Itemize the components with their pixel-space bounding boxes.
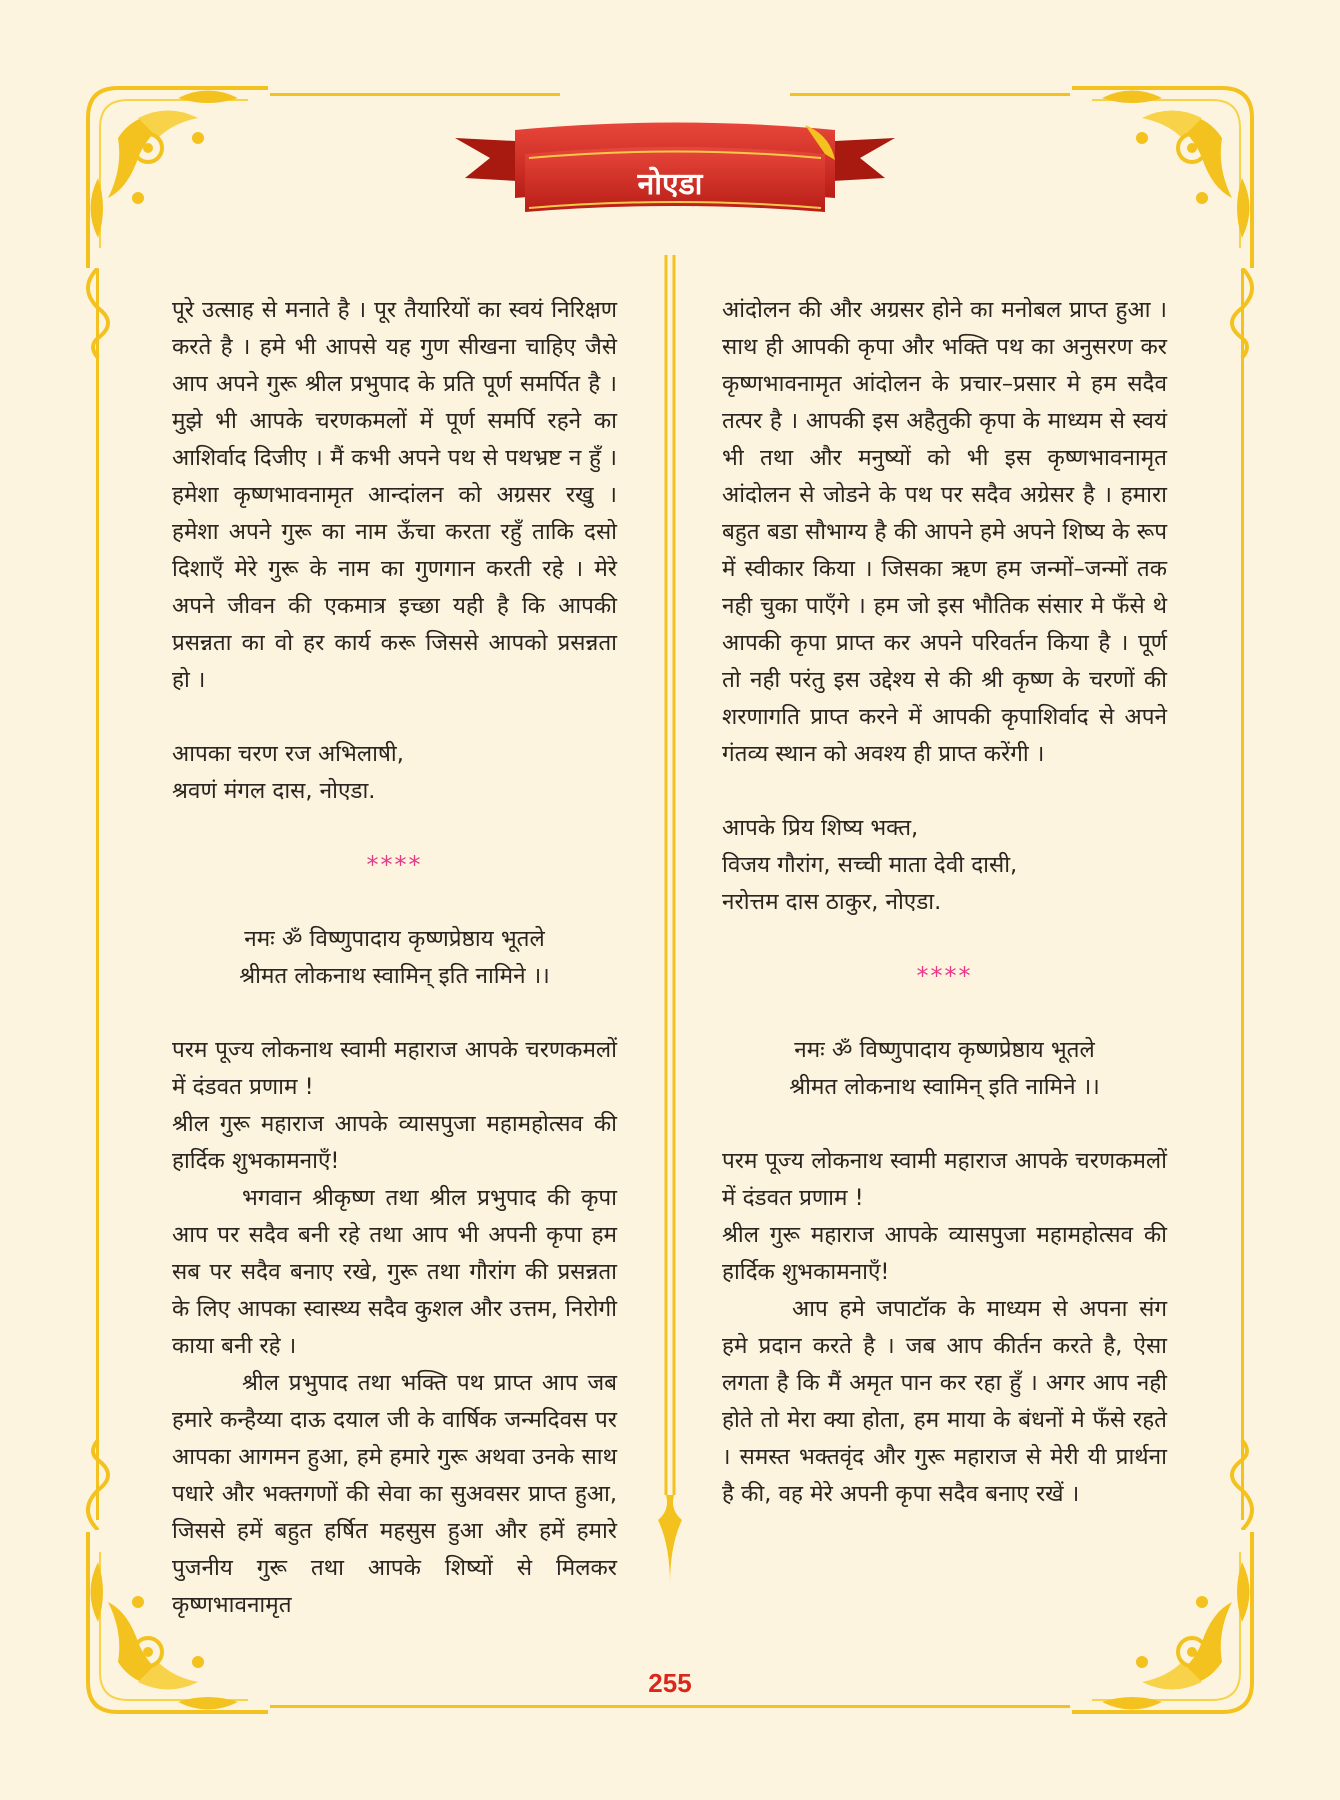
signature-line: विजय गौरांग, सच्ची माता देवी दासी, <box>722 852 1018 878</box>
mantra-line: नमः ॐ विष्णुपादाय कृष्णप्रेष्ठाय भूतले <box>794 1037 1095 1063</box>
page-number: 255 <box>648 1668 692 1698</box>
corner-ornament-icon <box>1062 1522 1262 1722</box>
corner-ornament-icon <box>78 78 278 278</box>
column-divider <box>656 255 684 1585</box>
paragraph: श्रील गुरू महाराज आपके व्यासपुजा महामहोत्सव की हार्दिक शुभकामनाएँ! <box>722 1222 1167 1285</box>
paragraph: पूरे उत्साह से मनाते है । पूर तैयारियों का स्वयं निरिक्षण करते है । हमे भी आपसे यह गुण सीखना चाहिए जैसे आप अपने गुरू श्रील प्रभुपाद के प्रति पूर्ण समर्पित है । मुझे भी आपके चरणकमलों में पूर्ण समर्पि रहने का आशिर्वाद दिजीए । मैं कभी अपने पथ से पथभ्रष्ट न हुँ । हमेशा कृष्णभावनामृत आन्दांलन को अग्रसर रखु । हमेशा अपने गुरू का नाम ऊँचा करता रहुँ ताकि दसो दिशाएँ मेरे गुरू के नाम का गुणगान करती रहे । मेरे अपने जीवन की एकमात्र इच्छा यही है कि आपकी प्रसन्नता का वो हर कार्य करू जिससे आपको प्रसन्नता हो । <box>172 297 617 693</box>
page-title: नोएडा <box>637 167 703 202</box>
signature-line: श्रवणं मंगल दास, नोएडा. <box>172 778 376 804</box>
corner-ornament-icon <box>1062 78 1262 278</box>
paragraph: श्रील गुरू महाराज आपके व्यासपुजा महामहोत्सव की हार्दिक शुभकामनाएँ! <box>172 1111 617 1174</box>
frame-line-left <box>96 270 99 1520</box>
frame-line-top-right <box>790 93 1070 96</box>
paragraph: परम पूज्य लोकनाथ स्वामी महाराज आपके चरणकमलों में दंडवत प्रणाम ! <box>172 1037 617 1100</box>
paragraph: आप हमे जपाटॉक के माध्यम से अपना संग हमे प्रदान करते है । जब आप कीर्तन करते है, ऐसा लगता है कि मैं अमृत पान कर रहा हुँ । अगर आप नही होते तो मेरा क्या होता, हम माया के बंधनों मे फँसे रहते । समस्त भक्तवृंद और गुरू महाराज से मेरी यी प्रार्थना है की, वह मेरे अपनी कृपा सदैव बनाए रखें । <box>722 1296 1167 1507</box>
frame-line-right <box>1241 270 1244 1520</box>
mantra-line: श्रीमत लोकनाथ स्वामिन् इति नामिने ।। <box>239 963 550 989</box>
paragraph: परम पूज्य लोकनाथ स्वामी महाराज आपके चरणकमलों में दंडवत प्रणाम ! <box>722 1148 1167 1211</box>
side-curl-icon <box>1222 1440 1262 1530</box>
side-curl-icon <box>1222 268 1262 358</box>
signature-line: नरोत्तम दास ठाकुर, नोएडा. <box>722 889 942 915</box>
mantra-line: नमः ॐ विष्णुपादाय कृष्णप्रेष्ठाय भूतले <box>244 926 545 952</box>
paragraph: आंदोलन की और अग्रसर होने का मनोबल प्राप्त हुआ । साथ ही आपकी कृपा और भक्ति पथ का अनुसरण कर कृष्णभावनामृत आंदोलन के प्रचार–प्रसार मे हम सदैव तत्पर है । आपकी इस अहैतुकी कृपा के माध्यम से स्वयं भी तथा और मनुष्यों को भी इस कृष्णभावनामृत आंदोलन से जोडने के पथ पर सदैव अग्रेसर है । हमारा बहुत बडा सौभाग्य है की आपने हमे अपने शिष्य के रूप में स्वीकार किया । जिसका ऋण हम जन्मों–जन्मों तक नही चुका पाएँगे । हम जो इस भौतिक संसार मे फँसे थे आपकी कृपा प्राप्त कर अपने परिवर्तन किया है । पूर्ण तो नही परंतु इस उद्देश्य से की श्री कृष्ण के चरणों की शरणागति प्राप्त करने में आपकी कृपाशिर्वाद से अपने गंतव्य स्थान को अवश्य ही प्राप्त करेंगी । <box>722 297 1167 767</box>
left-column <box>172 292 617 1624</box>
signature-line: आपका चरण रज अभिलाषी, <box>172 741 404 767</box>
frame-line-bottom <box>270 1705 1070 1708</box>
section-separator: **** <box>916 962 973 990</box>
signature-line: आपके प्रिय शिष्य भक्त, <box>722 815 919 841</box>
frame-line-top-left <box>270 93 560 96</box>
paragraph: भगवान श्रीकृष्ण तथा श्रील प्रभुपाद की कृपा आप पर सदैव बनी रहे तथा आप भी अपनी कृपा हम सब पर सदैव बनाए रखे, गुरू तथा गौरांग की प्रसन्नता के लिए आपका स्वास्थ्य सदैव कुशल और उत्तम, निरोगी काया बनी रहे । <box>172 1185 617 1359</box>
paragraph: श्रील प्रभुपाद तथा भक्ति पथ प्राप्त आप जब हमारे कन्हैय्या दाऊ दयाल जी के वार्षिक जन्मदिवस पर आपका आगमन हुआ, हमे हमारे गुरू अथवा उनके साथ पधारे और भक्तगणों की सेवा का सुअवसर प्राप्त हुआ, जिससे हमें बहुत हर्षित महसुस हुआ और हमें हमारे पुजनीय गुरू तथा आपके शिष्यों से मिलकर कृष्णभावनामृत <box>172 1370 617 1618</box>
right-column <box>722 292 1167 1513</box>
side-curl-icon <box>78 1440 118 1530</box>
section-separator: **** <box>366 851 423 879</box>
mantra-line: श्रीमत लोकनाथ स्वामिन् इति नामिने ।। <box>789 1074 1100 1100</box>
side-curl-icon <box>78 268 118 358</box>
